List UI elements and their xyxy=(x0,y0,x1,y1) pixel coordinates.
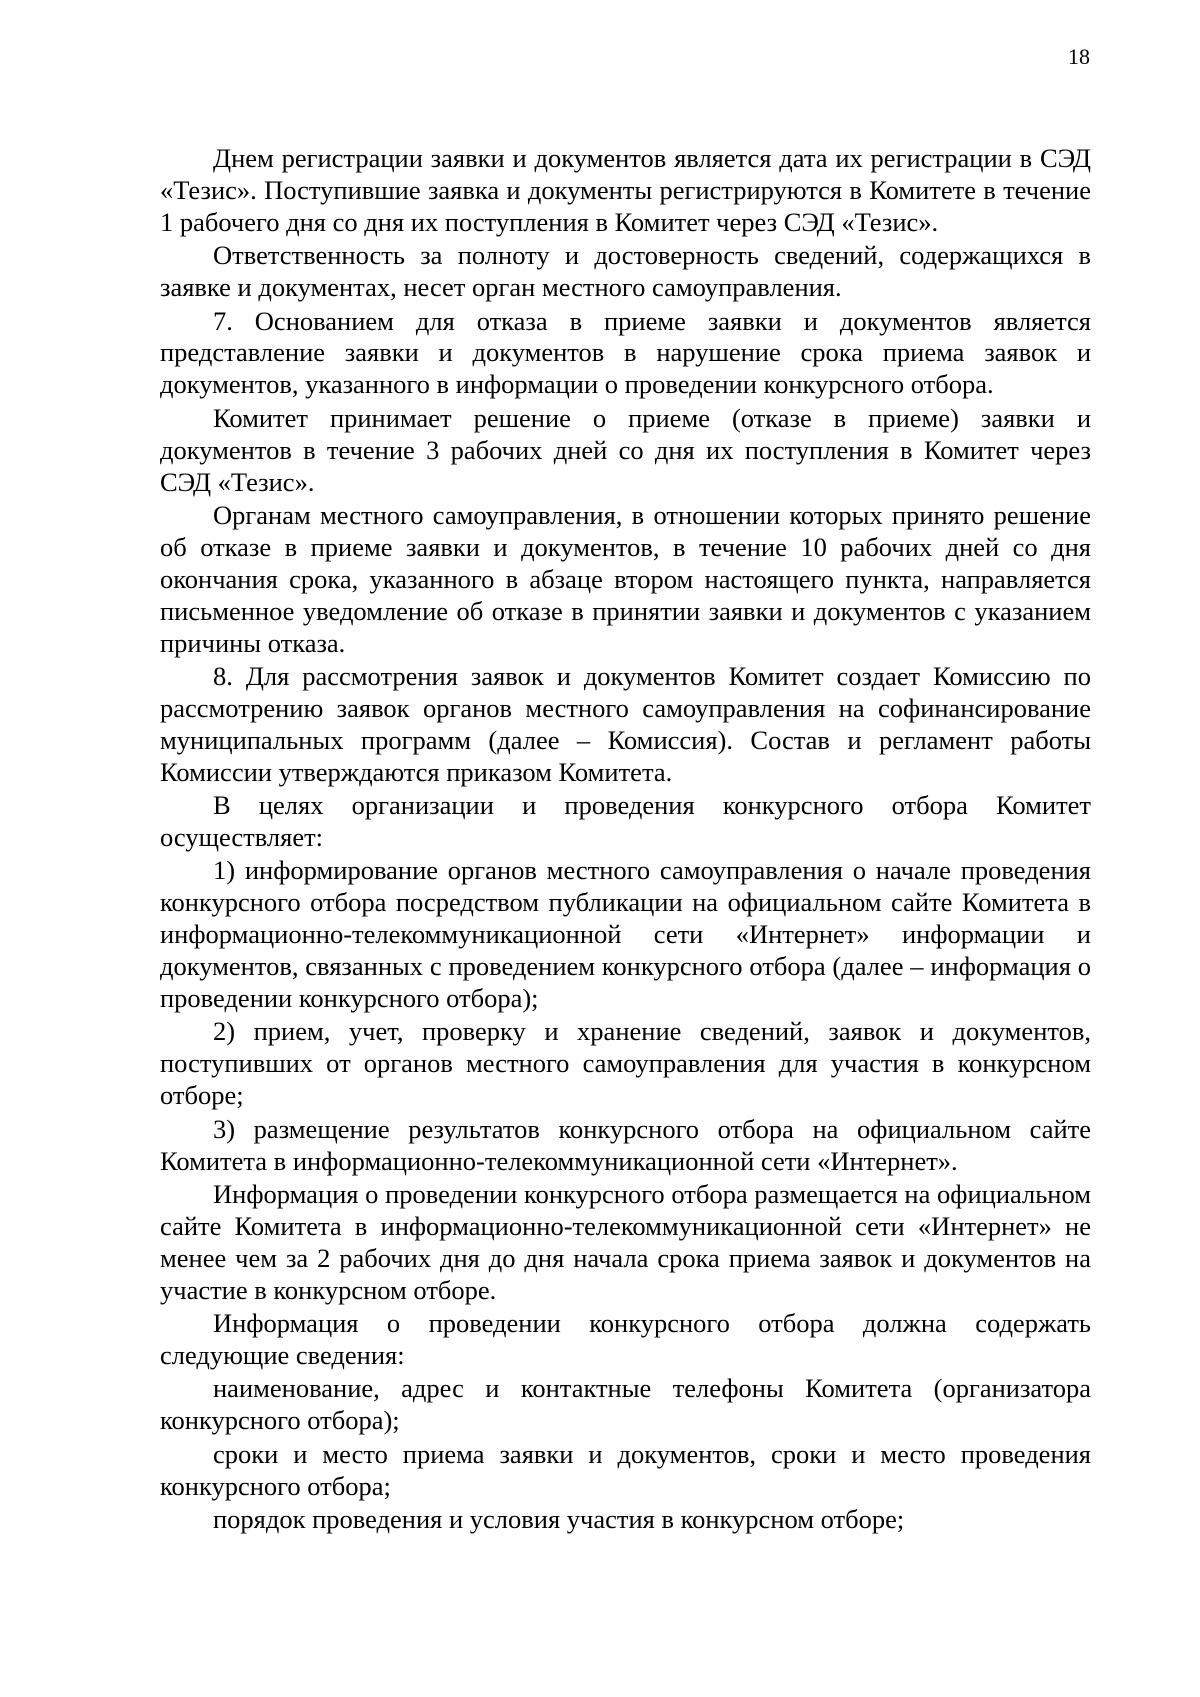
paragraph-item-procedure: порядок проведения и условия участия в конкурсном отборе; xyxy=(213,1504,905,1535)
paragraph-refusal-notice: Органам местного самоуправления, в отношении которых принято решение об отказе в приеме заявки и документов, в течение 10 рабочих дней со дня окончания срока, указанного в абзаце втором настоящего пункта, направляется письменное уведомление об отказе в принятии заявки и документов с указанием причины отказа. xyxy=(160,499,1091,658)
paragraph-info-contents: Информация о проведении конкурсного отбора должна содержать следующие сведения: xyxy=(160,1308,1091,1371)
paragraph-8-commission: 8. Для рассмотрения заявок и документов Комитет создает Комиссию по рассмотрению заявок органов местного самоуправления на софинансирование муниципальных программ (далее – Комиссия). Состав и регламент работы Комиссии утверждаются приказом Комитета. xyxy=(160,661,1091,787)
paragraph-duty-2: 2) прием, учет, проверку и хранение сведений, заявок и документов, поступивших от органов местного самоуправления для участия в конкурсном отборе; xyxy=(160,1016,1091,1111)
paragraph-registration-date: Днем регистрации заявки и документов является дата их регистрации в СЭД «Тезис». Поступившие заявка и документы регистрируются в Комитете в течение 1 рабочего дня со дня их поступления в Комитет через СЭД «Тезис». xyxy=(160,143,1091,237)
paragraph-info-publication: Информация о проведении конкурсного отбора размещается на официальном сайте Комитета в информационно-телекоммуникационной сети «Интернет» не менее чем за 2 рабочих дня до дня начала срока приема заявок и документов на участие в конкурсном отборе. xyxy=(160,1179,1091,1305)
paragraph-acceptance-decision: Комитет принимает решение о приеме (отказе в приеме) заявки и документов в течение 3 рабочих дней со дня их поступления в Комитет через СЭД «Тезис». xyxy=(160,402,1091,497)
paragraph-committee-duties: В целях организации и проведения конкурсного отбора Комитет осуществляет: xyxy=(160,790,1091,853)
paragraph-responsibility: Ответственность за полноту и достоверность сведений, содержащихся в заявке и документах, несет орган местного самоуправления. xyxy=(160,240,1091,303)
document-body xyxy=(160,143,1091,1537)
page-number: 18 xyxy=(1068,44,1090,69)
paragraph-7-refusal-grounds: 7. Основанием для отказа в приеме заявки и документов является представление заявки и документов в нарушение срока приема заявок и документов, указанного в информации о проведении конкурсного отбора. xyxy=(160,305,1091,400)
paragraph-item-name-address: наименование, адрес и контактные телефоны Комитета (организатора конкурсного отбора); xyxy=(160,1373,1091,1436)
paragraph-duty-3: 3) размещение результатов конкурсного отбора на официальном сайте Комитета в информационно-телекоммуникационной сети «Интернет». xyxy=(160,1113,1091,1176)
paragraph-item-terms-place: сроки и место приема заявки и документов, сроки и место проведения конкурсного отбора; xyxy=(160,1438,1091,1501)
paragraph-duty-1: 1) информирование органов местного самоуправления о начале проведения конкурсного отбора посредством публикации на официальном сайте Комитета в информационно-телекоммуникационной сети «Интернет» информации и документов, связанных с проведением конкурсного отбора (далее – информация о проведении конкурсного отбора); xyxy=(160,855,1091,1014)
